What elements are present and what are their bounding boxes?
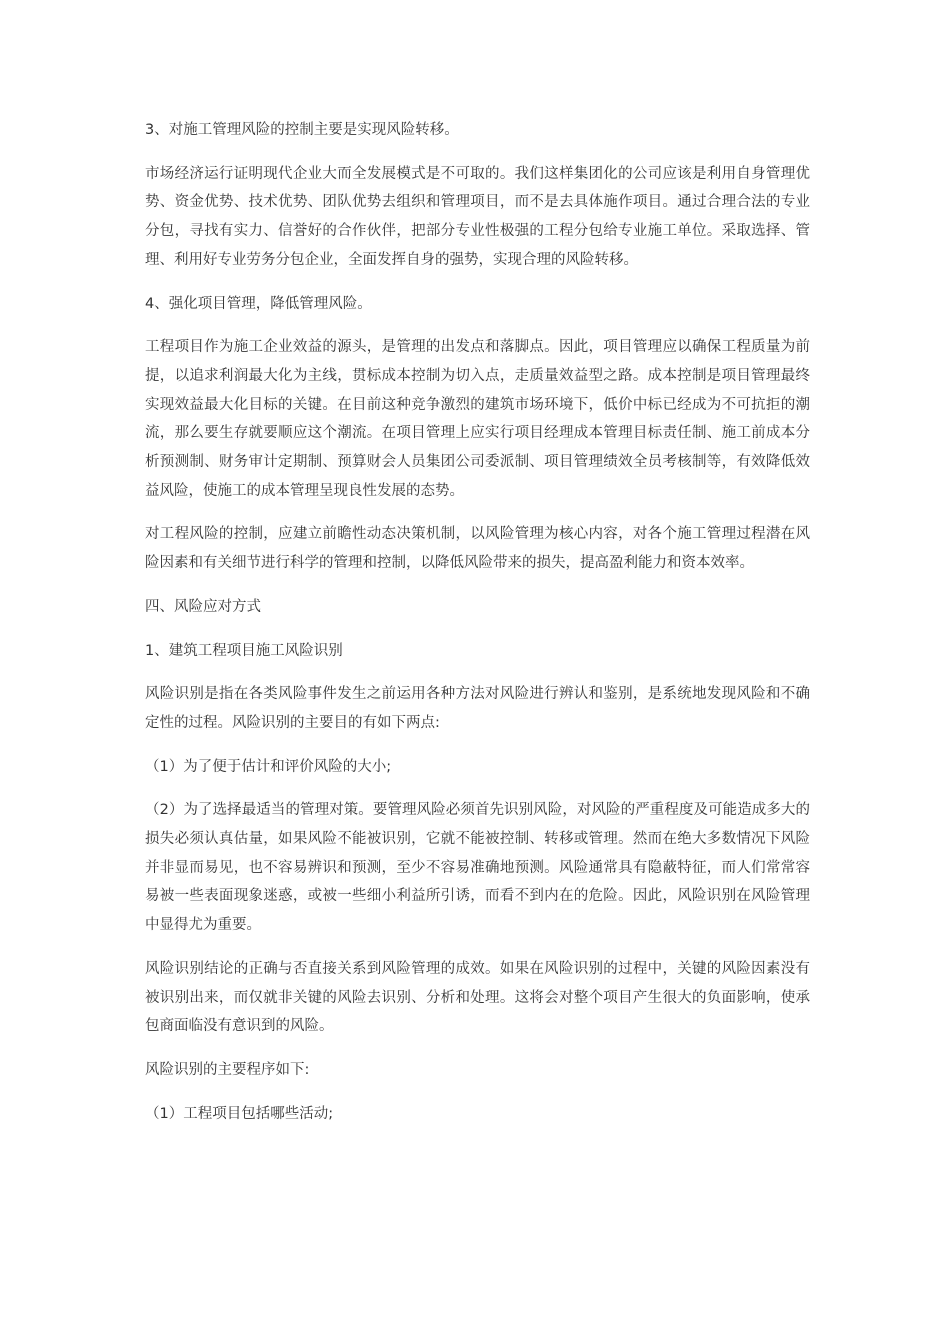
- paragraph-identification-conclusion: 风险识别结论的正确与否直接关系到风险管理的成效。如果在风险识别的过程中，关键的风险因素没有被识别出来，而仅就非关键的风险去识别、分析和处理。这将会对整个项目产生很大的负面影响，使承包商面临没有意识到的风险。: [145, 960, 810, 1035]
- paragraph-risk-identification-definition: 风险识别是指在各类风险事件发生之前运用各种方法对风险进行辨认和鉴别，是系统地发现风险和不确定性的过程。风险识别的主要目的有如下两点:: [145, 686, 810, 731]
- paragraph-risk-transfer: 市场经济运行证明现代企业大而全发展模式是不可取的。我们这样集团化的公司应该是利用自身管理优势、资金优势、技术优势、团队优势去组织和管理项目，而不是去具体施作项目。通过合理合法的专业分包，寻找有实力、信誉好的合作伙伴，把部分专业性极强的工程分包给专业施工单位。采取选择、管理、利用好专业劳务分包企业，全面发挥自身的强势，实现合理的风险转移。: [145, 165, 810, 268]
- paragraph-risk-control: 对工程风险的控制，应建立前瞻性动态决策机制，以风险管理为核心内容，对各个施工管理过程潜在风险因素和有关细节进行科学的管理和控制，以降低风险带来的损失，提高盈利能力和资本效率。: [145, 526, 810, 572]
- list-item-purpose-2: （2）为了选择最适当的管理对策。要管理风险必须首先识别风险，对风险的严重程度及可能造成多大的损失必须认真估量，如果风险不能被识别，它就不能被控制、转移或管理。然而在绝大多数情况下风险并非显而易见，也不容易辨识和预测，至少不容易准确地预测。风险通常具有隐蔽特征，而人们常常容易被一些表面现象迷惑，或被一些细小利益所引诱，而看不到内在的危险。因此，风险识别在风险管理中显得尤为重要。: [145, 802, 810, 934]
- list-item-procedure-1: （1）工程项目包括哪些活动;: [145, 1105, 334, 1122]
- section-heading-project-management: 4、强化项目管理，降低管理风险。: [145, 295, 372, 312]
- list-item-purpose-1: （1）为了便于估计和评价风险的大小;: [145, 758, 392, 775]
- section-heading-risk-transfer: 3、对施工管理风险的控制主要是实现风险转移。: [145, 122, 459, 138]
- paragraph-project-management: 工程项目作为施工企业效益的源头，是管理的出发点和落脚点。因此，项目管理应以确保工程质量为前提，以追求利润最大化为主线，贯标成本控制为切入点，走质量效益型之路。成本控制是项目管理最终实现效益最大化目标的关键。在目前这种竞争激烈的建筑市场环境下，低价中标已经成为不可抗拒的潮流，那么要生存就要顺应这个潮流。在项目管理上应实行项目经理成本管理目标责任制、施工前成本分析预测制、财务审计定期制、预算财会人员集团公司委派制、项目管理绩效全员考核制等，有效降低效益风险，使施工的成本管理呈现良性发展的态势。: [145, 339, 810, 499]
- chapter-heading-risk-response: 四、风险应对方式: [145, 598, 261, 615]
- document-page: [145, 116, 810, 1143]
- paragraph-procedure-intro: 风险识别的主要程序如下:: [145, 1061, 310, 1078]
- section-heading-risk-identification: 1、建筑工程项目施工风险识别: [145, 642, 343, 659]
